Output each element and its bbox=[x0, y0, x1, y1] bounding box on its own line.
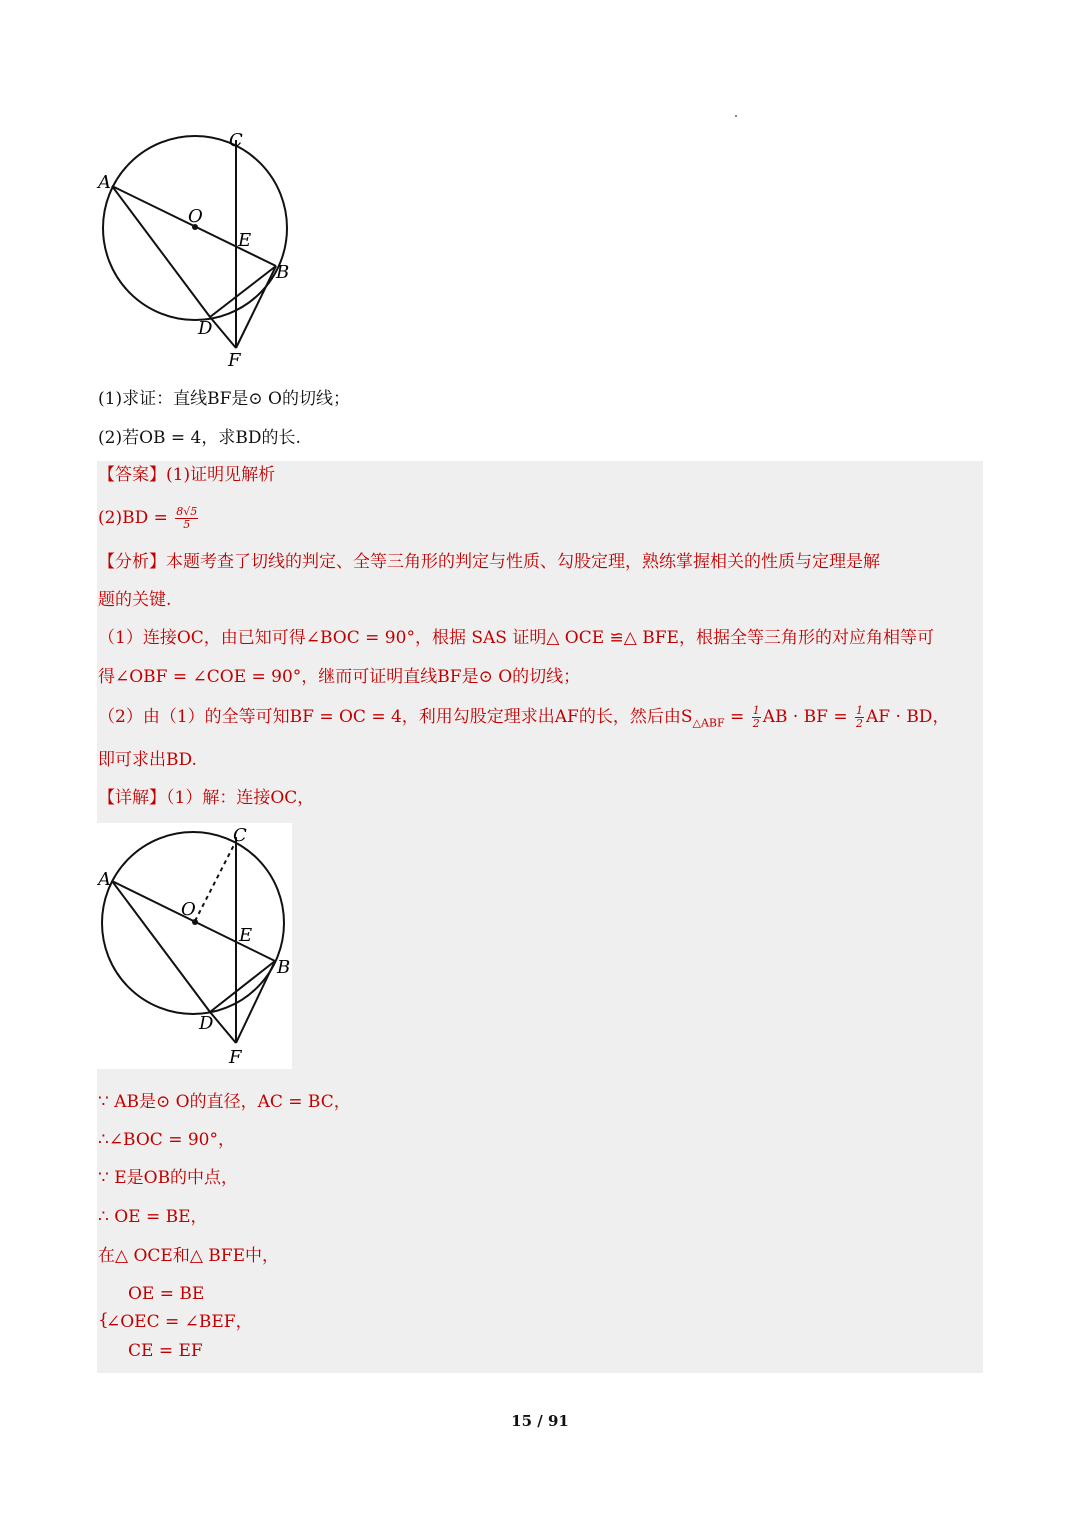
answer-fraction-num: 8√5 bbox=[176, 505, 198, 518]
analysis-line-4: 得∠OBF = ∠COE = 90°，继而可证明直线BF是⊙ O的切线； bbox=[98, 667, 581, 687]
answer-tag: 【答案】 bbox=[98, 465, 166, 485]
label-o-2: O bbox=[181, 899, 196, 920]
detail-step-3: ∵ E是OB的中点， bbox=[98, 1168, 239, 1188]
half-fraction-2 bbox=[855, 705, 864, 730]
label-o: O bbox=[188, 206, 203, 227]
half-den-1: 2 bbox=[752, 717, 760, 730]
label-f: F bbox=[228, 350, 241, 371]
circle-diagram-2 bbox=[97, 823, 292, 1069]
circle-diagram-1 bbox=[94, 126, 304, 372]
answer-fraction-den: 5 bbox=[183, 518, 191, 531]
label-d: D bbox=[198, 318, 213, 339]
label-a-2: A bbox=[98, 869, 111, 890]
question-part-1: (1)求证：直线BF是⊙ O的切线； bbox=[98, 389, 350, 409]
system-eq-3: CE = EF bbox=[128, 1341, 203, 1361]
analysis-tag: 【分析】 bbox=[98, 552, 166, 572]
analysis-line-5 bbox=[98, 705, 949, 735]
system-brace: { bbox=[98, 1310, 109, 1330]
answer-line-2 bbox=[98, 506, 200, 531]
answer-part-1: (1)证明见解析 bbox=[166, 465, 276, 485]
page-number: 15 / 91 bbox=[511, 1412, 569, 1430]
analysis-line-2: 题的关键. bbox=[98, 590, 172, 610]
label-d-2: D bbox=[199, 1013, 214, 1034]
answer-part-2-prefix: (2)BD = bbox=[98, 508, 174, 528]
half-fraction-1 bbox=[752, 705, 761, 730]
question-part-2: (2)若OB = 4，求BD的长. bbox=[98, 428, 301, 448]
detail-step-2: ∴∠BOC = 90°， bbox=[98, 1130, 235, 1150]
detail-step-4: ∴ OE = BE， bbox=[98, 1207, 208, 1227]
geometry-figure-2 bbox=[97, 823, 292, 1069]
detail-line-1 bbox=[98, 786, 314, 810]
label-c: C bbox=[229, 130, 243, 151]
detail-tag: 【详解】 bbox=[98, 788, 166, 808]
label-e-2: E bbox=[239, 925, 253, 946]
stray-mark bbox=[735, 115, 737, 117]
label-a: A bbox=[98, 172, 111, 193]
analysis-5c: AB · BF = bbox=[762, 707, 854, 727]
detail-intro: （1）解：连接OC， bbox=[166, 788, 315, 808]
analysis-5d: AF · BD， bbox=[866, 707, 950, 727]
half-num-1: 1 bbox=[752, 704, 760, 717]
label-c-2: C bbox=[233, 825, 247, 846]
label-b-2: B bbox=[277, 957, 291, 978]
analysis-line-3: （1）连接OC，由已知可得∠BOC = 90°，根据 SAS 证明△ OCE ≌△ BFE，根据全等三角形的对应角相等可 bbox=[98, 628, 934, 648]
half-num-2: 1 bbox=[856, 704, 864, 717]
geometry-figure-1 bbox=[94, 126, 304, 372]
analysis-line-1 bbox=[98, 550, 880, 574]
analysis-line-6: 即可求出BD. bbox=[98, 750, 197, 770]
label-f-2: F bbox=[229, 1047, 242, 1068]
system-eq-1: OE = BE bbox=[128, 1284, 205, 1304]
label-e: E bbox=[238, 230, 252, 251]
answer-line-1 bbox=[98, 463, 275, 487]
detail-step-1: ∵ AB是⊙ O的直径，AC = BC， bbox=[98, 1092, 351, 1112]
analysis-5a: （2）由（1）的全等可知BF = OC = 4，利用勾股定理求出AF的长，然后由S bbox=[98, 707, 693, 727]
analysis-text-1: 本题考查了切线的判定、全等三角形的判定与性质、勾股定理，熟练掌握相关的性质与定理是解 bbox=[166, 552, 880, 572]
analysis-5-sub: △ABF bbox=[692, 716, 725, 730]
analysis-5b: = bbox=[724, 707, 750, 727]
system-eq-2: ∠OEC = ∠BEF， bbox=[106, 1312, 253, 1332]
label-b: B bbox=[276, 262, 290, 283]
detail-step-5: 在△ OCE和△ BFE中， bbox=[98, 1246, 280, 1266]
half-den-2: 2 bbox=[856, 717, 864, 730]
answer-fraction bbox=[175, 506, 198, 531]
